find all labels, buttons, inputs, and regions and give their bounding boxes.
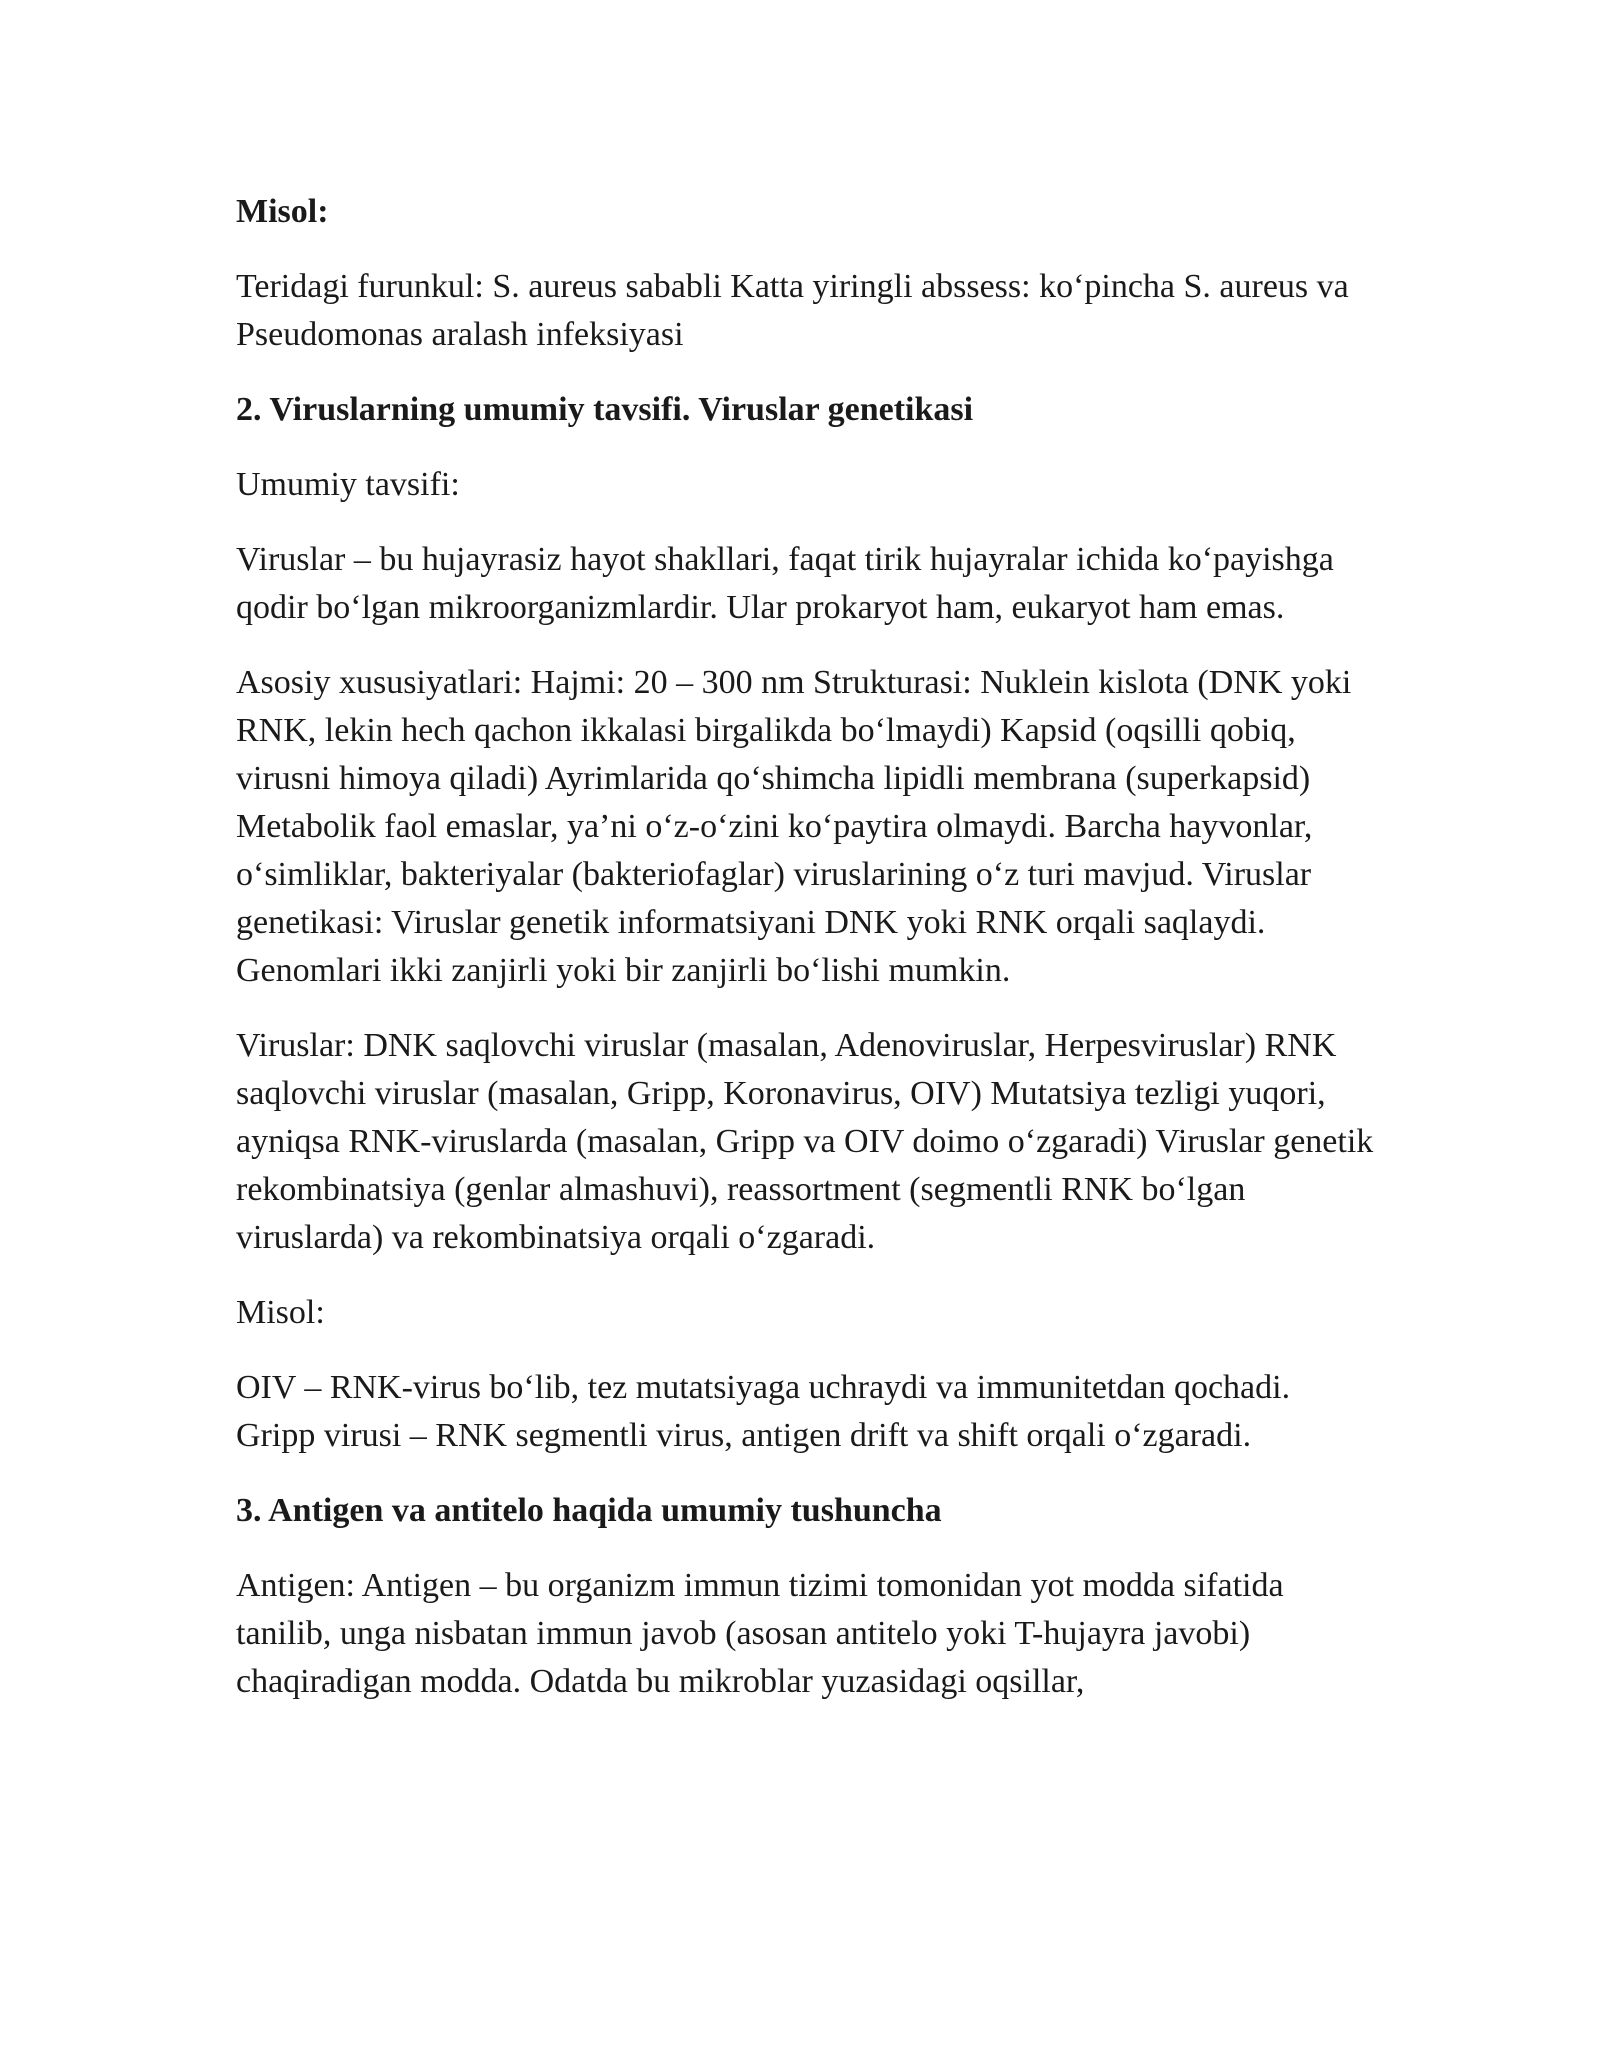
- paragraph: Viruslar: DNK saqlovchi viruslar (masalan, Adenoviruslar, Herpesviruslar) RNK saqlovchi viruslar (masalan, Gripp, Koronavirus, OIV) Mutatsiya tezligi yuqori, ayniqsa RNK-viruslarda (masalan, Gripp va OIV doimo o‘zgaradi) Viruslar genetik rekombinatsiya (genlar almashuvi), reassortment (segmentli RNK bo‘lgan viruslarda) va rekombinatsiya orqali o‘zgaradi.: [236, 1027, 1374, 1256]
- paragraph: Teridagi furunkul: S. aureus sababli Katta yiringli abssess: ko‘pincha S. aureus va Pseudomonas aralash infeksiyasi: [236, 268, 1349, 353]
- section-heading: 3. Antigen va antitelo haqida umumiy tushuncha: [236, 1492, 942, 1529]
- section-heading: 2. Viruslarning umumiy tavsifi. Viruslar genetikasi: [236, 391, 974, 428]
- paragraph: Misol:: [236, 1294, 325, 1331]
- paragraph: OIV – RNK-virus bo‘lib, tez mutatsiyaga uchraydi va immunitetdan qochadi. Gripp virusi – RNK segmentli virus, antigen drift va shift orqali o‘zgaradi.: [236, 1369, 1291, 1454]
- paragraph: Umumiy tavsifi:: [236, 466, 460, 503]
- section-heading: Misol:: [236, 193, 329, 230]
- paragraph: Asosiy xususiyatlari: Hajmi: 20 – 300 nm Strukturasi: Nuklein kislota (DNK yoki RNK, lekin hech qachon ikkalasi birgalikda bo‘lmaydi) Kapsid (oqsilli qobiq, virusni himoya qiladi) Ayrimlarida qo‘shimcha lipidli membrana (superkapsid) Metabolik faol emaslar, ya’ni o‘z-o‘zini ko‘paytira olmaydi. Barcha hayvonlar, o‘simliklar, bakteriyalar (bakteriofaglar) viruslarining o‘z turi mavjud. Viruslar genetikasi: Viruslar genetik informatsiyani DNK yoki RNK orqali saqlaydi. Genomlari ikki zanjirli yoki bir zanjirli bo‘lishi mumkin.: [236, 664, 1352, 989]
- paragraph: Antigen: Antigen – bu organizm immun tizimi tomonidan yot modda sifatida tanilib, unga nisbatan immun javob (asosan antitelo yoki T-hujayra javobi) chaqiradigan modda. Odatda bu mikroblar yuzasidagi oqsillar,: [236, 1567, 1284, 1700]
- paragraph: Viruslar – bu hujayrasiz hayot shakllari, faqat tirik hujayralar ichida ko‘payishga qodir bo‘lgan mikroorganizmlardir. Ular prokaryot ham, eukaryot ham emas.: [236, 541, 1334, 626]
- document-body: [236, 188, 1376, 1733]
